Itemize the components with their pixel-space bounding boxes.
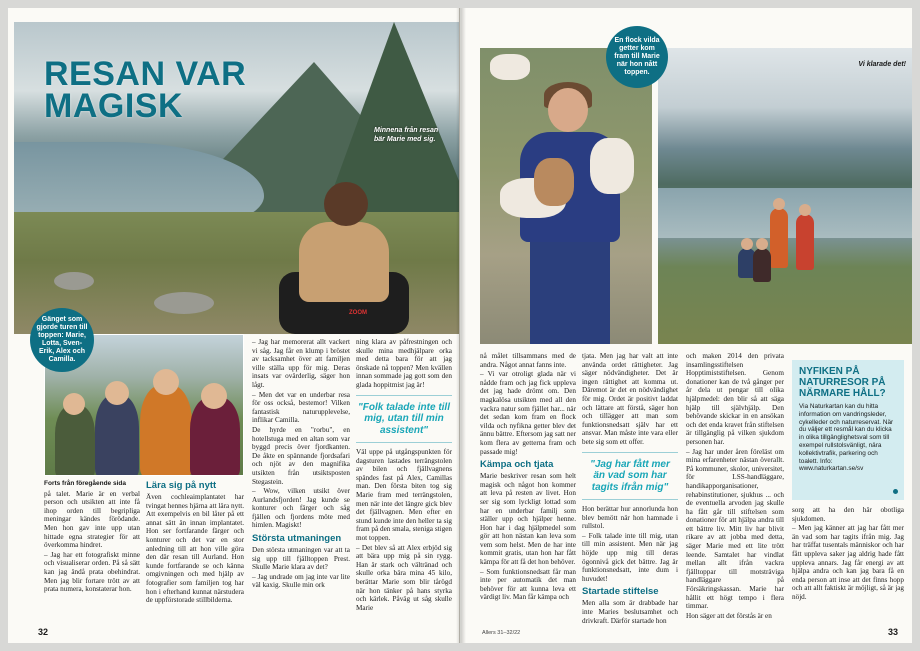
pull-quote-right: "Jag har fått mer än vad som har tagits ifrån mig"	[582, 452, 678, 501]
page-number-right: 33	[887, 627, 898, 637]
issue-footer: Allers 31–32/22	[482, 630, 521, 636]
left-col-3: – Jag har memorerat allt vackert vi såg. Jag får en klump i bröstet av tacksamhet över att familjen ville ställa upp för mig. Deras insats var ovärderlig, säger hon lågt. – Men det var en underbar resa för oss också, bestemor! Vilken fantastisk naturupplevelse, inflikar Camilla. De hyrde en "rorbu", en hotellstuga med en altan som var byggd precis över fjordkanten. De åkte en spännande fjordsafari och njöt av den magnifika utsikten från utsiktsposten Stegastein. – Wow, vilken utsikt över Aurlandsfjorden! Jag kunde se konturer och färger och såg fjällen och fjordens möte med himlen. Magiskt! Största utmaningen Den största utmaningen var att ta sig upp till fjälltoppen Prest. Skulle Marie klara av det? – Jag undrade om jag inte var lite väl kaxig. Skulle min ork	[252, 338, 350, 590]
right-col-4: sorg att ha den här obotliga sjukdomen. – Men jag känner att jag har fått mer än vad som har tagits ifrån mig. Jag har träffat tusentals människor och har fått uppleva saker jag aldrig hade fått uppleva annars. Jag får energi av att hjälpa andra och kan jag bara få en enda person att inse att det finns hopp och att allt faktiskt är möjligt, så är jag nöjd.	[792, 506, 904, 601]
right-col-2: tjata. Men jag har valt att inte använda ordet rättigheter. Jag säger nödvändigheter. Det är ingen rättighet att komma ut. Däremot är det en nödvändighet för mig. Ordet är positivt laddat och lättare att förstå, säger hon och tillägger att man som funktionsnedsatt själv har ett ansvar. Man måste inte vara eller bete sig som ett offer. "Jag har fått mer än vad som har tagits ifrån mig" Hon berättar hur annorlunda hon blev bemött när hon hamnade i rullstol. – Folk talade inte till mig, utan till min assistent. Men när jag höjde upp mig till deras ögonnivå gick det bättre. Jag är funktionsnedsatt, inte dum i huvudet! Startade stiftelse Men alla som är drabbade har inte Maries beslutsamhet och drivkraft. Därför startade hon	[582, 352, 678, 625]
hero-caption: Minnena från resan bär Marie med sig.	[374, 127, 439, 143]
summit-caption: Vi klarade det!	[858, 61, 906, 68]
right-col-3: och maken 2014 den privata insamlingsstiftelsen Hopptimiststiftelsen. Genom donationer kan de två gånger per år dela ut pengar till olika hjälpmedel: den blir så att säga hjälp till självhjälp. Den behövande skickar in en ansökan och det enda kravet från stiftelsen är tillgänglig på vilken sjukdom personen har. – Jag har under åren föreläst om mina erfarenheter nästan överallt. På kommuner, skolor, universitet, för LSS-handläggare, handikapporganisationer, rehabinstitutioner, sjukhus ... och de eventuella arvoden jag skulle ha fått går till stiftelsen som donationer för att hjälpa andra till ett bättre liv. Mitt liv har blivit rikare av att jobba med detta, säger Marie med ett lite trött leende. Samtalet har vindlat mellan allt ifrån vackra fjälltoppar till motsträviga handläggare på Försäkringskassan. Marie har hållit ett högt tempo i flera timmar. Hon säger att det förstås är en	[686, 352, 784, 620]
headline: RESAN VAR MAGISK	[44, 55, 247, 125]
goats-caption-bubble: En flock vilda getter kom fram till Marie när hon nått toppen.	[606, 26, 668, 88]
group-caption-bubble: Gänget som gjorde turen till toppen: Marie, Lotta, Sven-Erik, Alex och Camilla.	[30, 308, 94, 372]
end-dot-icon	[893, 489, 898, 494]
left-page	[8, 8, 460, 643]
page-number-left: 32	[38, 627, 49, 637]
fact-box-text: Via Naturkartan kan du hitta information om vandringsleder, cykelleder och naturreservat. När du väljer ett resmål kan du klicka in olika tillgänglighetsval som till exempel rullstolsvänligt, nära kollektivtrafik, parkering och toalett. Info: www.naturkartan.se/sv	[799, 403, 894, 473]
right-page	[460, 8, 912, 643]
right-col-1: nå målet tillsammans med de andra. Något annat fanns inte. – Vi var otroligt glada när vi nådde fram och jag fick uppleva det jag hade drömt om. Den magkalösa utsikten med all den vackra natur som fjället har... när det sedan kom fram en flock vilda och nyfikna getter blev det ännu bättre. Eftersom jag satt ner kom flera av getterna fram och passade mig! Kämpa och tjata Marie beskriver resan som helt magisk och något hon kommer att leva på resten av livet. Hon ser sig som lyckligt lottad som har en underbar familj som ställer upp och hjälper henne. Hon har i dag hjälpmedel som gör att hon nästan kan leva som vem som helst. Men de har inte kommit gratis, utan hon har fått kämpa för att få det hon behöver. – Som funktionsnedsatt får man inte per automatik det man behöver för att kunna leva ett värdigt liv. Man får kämpa och	[480, 352, 576, 602]
chair-brand: ZOOM	[349, 310, 367, 316]
fact-box	[792, 360, 904, 500]
gutter	[456, 8, 466, 643]
pull-quote: "Folk talade inte till mig, utan till min assistent"	[356, 395, 452, 444]
summit-photo	[658, 48, 912, 344]
left-col-4: ning klara av påfrestningen och skulle mina medhjälpare orka med detta bara för att jag önskade nå toppen? Men kvällen innan sommade jag gott som den glada hoppitmist jag är! "Folk talade inte till mig, utan till min assistent" Väl uppe på utgångspunkten för dagsturen lastades terrängstolen av bilen och fjällvagnens spändes fast på Alex, Camillas man. Den första biten tog sig Marie fram med terrängstolen, men när inte det längre gick blev det fjällvagnen. Men efter en stund kunde inte den heller ta sig fram på den smala, steniga stigen mot toppen. – Det blev så att Alex erbjöd sig att bära upp mig på sin rygg. Han är stark och vältränad och skulle orka bära mina 45 kilo, berättar Marie som blir tårögd när hon tänker på hans styrka och kärlek. Påväg ut såg skulle Marie	[356, 338, 452, 612]
left-col-1: Forts från föregående sida på talet. Marie är en verbal person och utsikten att inte få ihop orden till begripliga meningar kändes förödande. Men hon gav inte upp utan hittade egna strategier för att överkomma hindret. – Jag har ett fotografiskt minne och visualiserar orden. På så sätt kan jag ändå prata obehindrat. Men jag blir fortare trött av att prata numera, konstaterar hon.	[44, 480, 140, 594]
left-col-2: Lära sig på nytt Även cochleaimplantatet har tvingat hennes hjärna att lära nytt. Att exempelvis en bil låter på ett annat sätt än innan implantatet. Hon ser fortfarande färger och konturer och det var en stor anledning till att hon ville göra den där resan till Aurland. Hon kunde fortfarande se och känna omgivningen och med hjälp av fotografier som familjen tog har hon i efterhand kunnat närstudera de uppförstorade stillbilderna.	[146, 480, 244, 605]
goats-photo	[480, 48, 652, 344]
marie-in-wheelchair	[269, 182, 419, 334]
magazine-spread	[8, 8, 912, 643]
fact-box-title: NYFIKEN PÅ NATURRESOR PÅ NÄRMARE HÅLL?	[799, 366, 886, 399]
